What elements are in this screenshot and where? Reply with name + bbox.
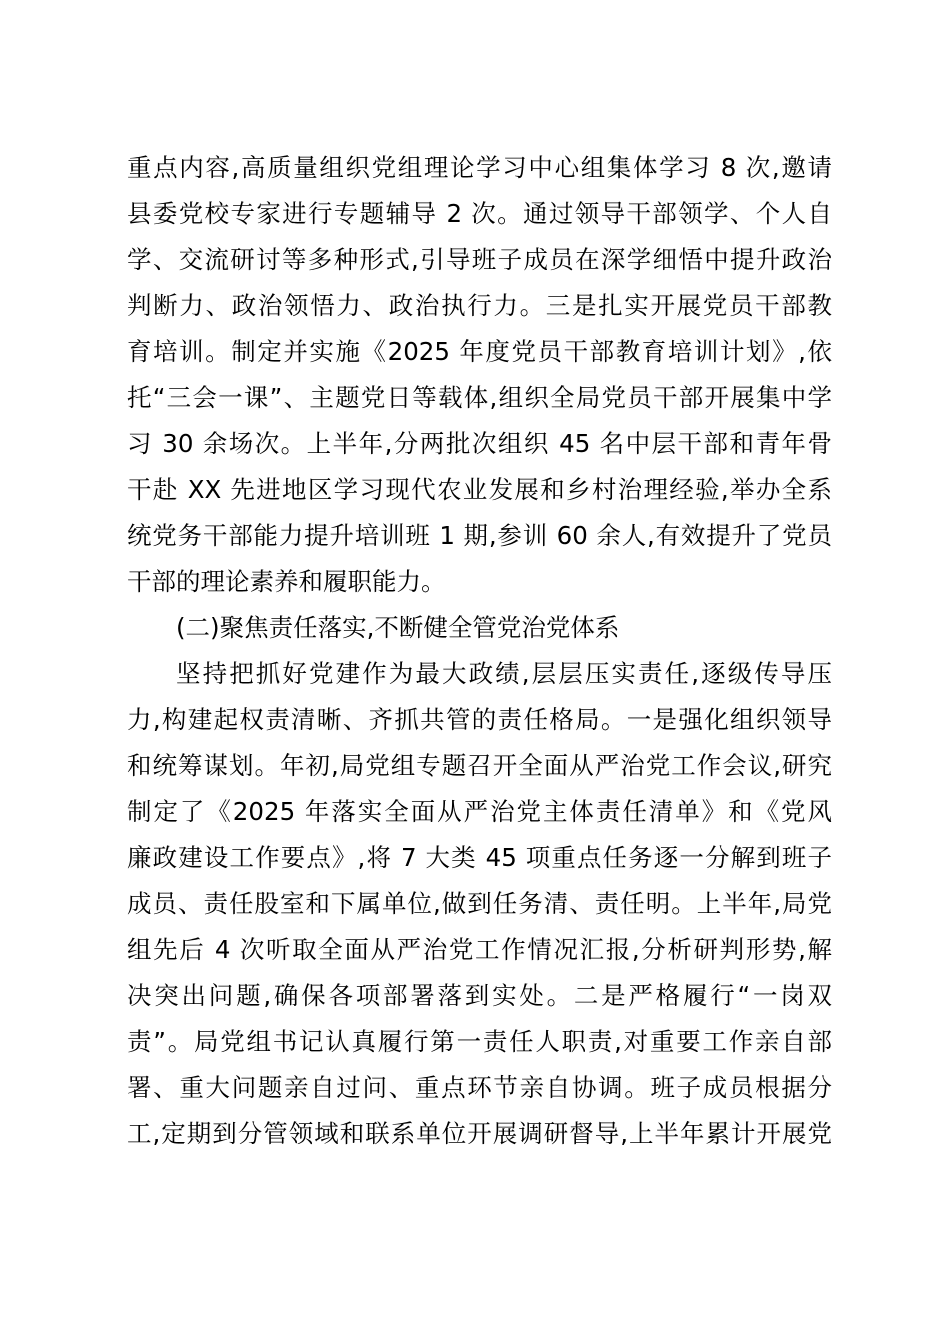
text-line: 组先后 4 次听取全面从严治党工作情况汇报,分析研判形势,解 [127, 935, 832, 964]
text-line: 托“三会一课”、主题党日等载体,组织全局党员干部开展集中学 [127, 383, 832, 412]
text-line: 署、重大问题亲自过问、重点环节亲自协调。班子成员根据分 [127, 1073, 832, 1102]
text-line: 制定了《2025 年落实全面从严治党主体责任清单》和《党风 [127, 797, 832, 826]
text-line: 学、交流研讨等多种形式,引导班子成员在深学细悟中提升政治 [127, 245, 832, 274]
text-line: 力,构建起权责清晰、齐抓共管的责任格局。一是强化组织领导 [127, 705, 832, 734]
section-heading: (二)聚焦责任落实,不断健全管党治党体系 [176, 613, 620, 642]
text-line: 判断力、政治领悟力、政治执行力。三是扎实开展党员干部教 [127, 291, 832, 320]
text-line: 县委党校专家进行专题辅导 2 次。通过领导干部领学、个人自 [127, 199, 832, 228]
paragraph-responsibility [127, 651, 832, 1157]
text-line: 坚持把抓好党建作为最大政绩,层层压实责任,逐级传导压 [176, 659, 832, 688]
text-line: 责”。局党组书记认真履行第一责任人职责,对重要工作亲自部 [127, 1027, 832, 1056]
text-line: 重点内容,高质量组织党组理论学习中心组集体学习 8 次,邀请 [127, 153, 832, 182]
text-line: 干部的理论素养和履职能力。 [127, 567, 446, 596]
text-line: 和统筹谋划。年初,局党组专题召开全面从严治党工作会议,研究 [127, 751, 832, 780]
text-line: 决突出问题,确保各项部署落到实处。二是严格履行“一岗双 [127, 981, 832, 1010]
text-line: 习 30 余场次。上半年,分两批次组织 45 名中层干部和青年骨 [127, 429, 832, 458]
text-line: 统党务干部能力提升培训班 1 期,参训 60 余人,有效提升了党员 [127, 521, 832, 550]
paragraph-study [127, 145, 832, 605]
text-line: 成员、责任股室和下属单位,做到任务清、责任明。上半年,局党 [127, 889, 832, 918]
document-body [127, 145, 832, 1157]
text-line: 干赴 XX 先进地区学习现代农业发展和乡村治理经验,举办全系 [127, 475, 832, 504]
text-line: 育培训。制定并实施《2025 年度党员干部教育培训计划》,依 [127, 337, 832, 366]
text-line: 廉政建设工作要点》,将 7 大类 45 项重点任务逐一分解到班子 [127, 843, 832, 872]
text-line: 工,定期到分管领域和联系单位开展调研督导,上半年累计开展党 [127, 1119, 832, 1148]
